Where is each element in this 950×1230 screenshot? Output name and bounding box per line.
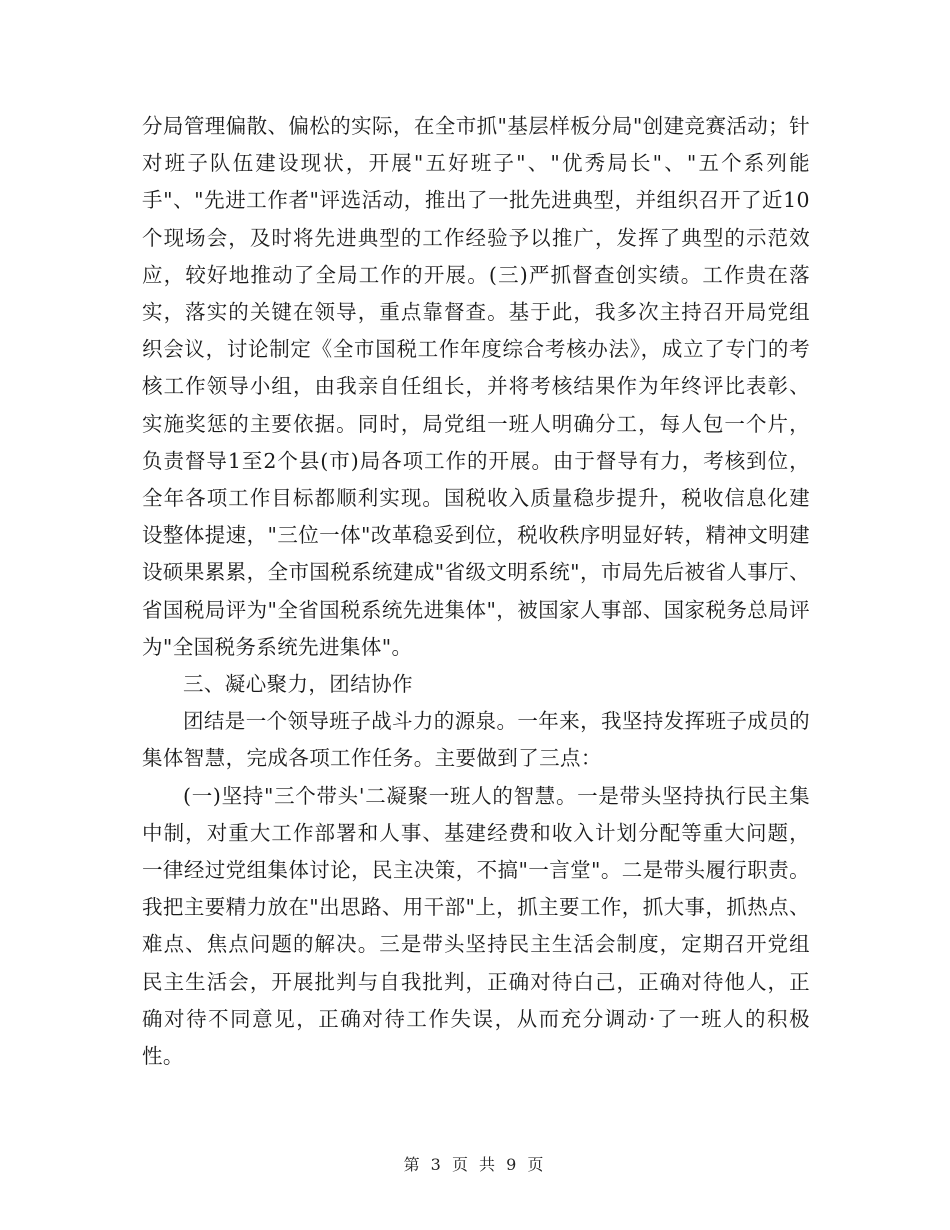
- section-heading: 三、凝心聚力，团结协作: [183, 672, 413, 697]
- paragraph-continuation: 分局管理偏散、偏松的实际，在全市抓"基层样板分局"创建竞赛活动；针对班子队伍建设现状，开展"五好班子"、"优秀局长"、"五个系列能手"、"先进工作者"评选活动，推出了一批先进典型，并组织召开了近10个现场会，及时将先进典型的工作经验予以推广，发挥了典型的示范效应，较好地推动了全局工作的开展。(三)严抓督查创实绩。工作贵在落实，落实的关键在领导，重点靠督查。基于此，我多次主持召开局党组织会议，讨论制定《全市国税工作年度综合考核办法》，成立了专门的考核工作领导小组，由我亲自任组长，并将考核结果作为年终评比表彰、实施奖惩的主要依据。同时，局党组一班人明确分工，每人包一个片，负责督导1至2个县(市)局各项工作的开展。由于督导有力，考核到位，全年各项工作目标都顺利实现。国税收入质量稳步提升，税收信息化建设整体提速，"三位一体"改革稳妥到位，税收秩序明显好转，精神文明建设硕果累累，全市国税系统建成"省级文明系统"，市局先后被省人事厅、省国税局评为"全省国税系统先进集体"，被国家人事部、国家税务总局评为"全国税务系统先进集体"。: [142, 114, 810, 659]
- paragraph-three-leads: (一)坚持"三个带头'二凝聚一班人的智慧。一是带头坚持执行民主集中制，对重大工作部署和人事、基建经费和收入计划分配等重大问题，一律经过党组集体讨论，民主决策，不搞"一言堂"。二是带头履行职责。我把主要精力放在"出思路、用干部"上，抓主要工作，抓大事，抓热点、难点、焦点问题的解决。三是带头坚持民主生活会制度，定期召开党组民主生活会，开展批判与自我批判，正确对待白己，正确对待他人，正确对待不同意见，正确对待工作失误，从而充分调动·了一班人的积极性。: [142, 783, 810, 1069]
- page-number-footer: 第 3 页 共 9 页: [403, 1155, 547, 1174]
- document-body: [142, 108, 810, 1075]
- paragraph-unity-intro: 团结是一个领导班子战斗力的源泉。一年来，我坚持发挥班子成员的集体智慧，完成各项工作任务。主要做到了三点：: [142, 709, 810, 771]
